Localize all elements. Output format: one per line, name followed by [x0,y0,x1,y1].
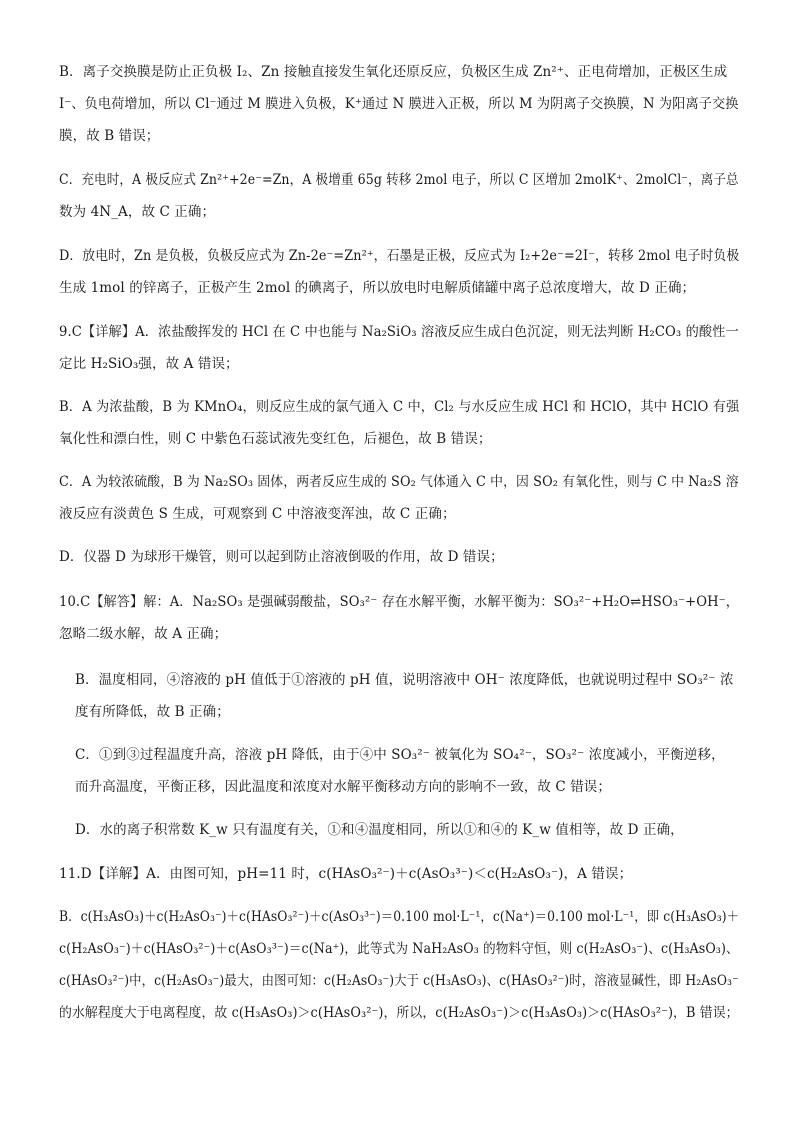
text-line: 而升高温度，平衡正移，因此温度和浓度对水解平衡移动方向的影响不一致，故 C 错误； [75,779,612,795]
text-line: C．A 为较浓硫酸，B 为 Na₂SO₃ 固体，两者反应生成的 SO₂ 气体通入 C 中，因 SO₂ 有氧化性，则与 C 中 Na₂S 溶 [59,474,739,490]
paragraph-10b [75,664,739,728]
text-line: 数为 4N_A，故 C 正确； [59,204,216,220]
text-line: D．水的离子积常数 K_w 只有温度有关，①和④温度相同，所以①和④的 K_w 值相等，故 D 正确， [75,822,684,838]
paragraph-11b [59,901,739,1029]
text-line: 忽略二级水解，故 A 正确； [59,626,228,642]
paragraph-9a [59,316,739,380]
text-line: D．仪器 D 为球形干燥管，则可以起到防止溶液倒吸的作用，故 D 错误； [59,549,504,565]
paragraph-10c [75,739,739,803]
text-line: D．放电时，Zn 是负极，负极反应式为 Zn-2e⁻=Zn²⁺，石墨是正极，反应式为 I₂+2e⁻=2I⁻，转移 2mol 电子时负极 [59,248,740,264]
text-line: 定比 H₂SiO₃强，故 A 错误； [59,356,239,372]
text-line: c(H₂AsO₃⁻)＋c(HAsO₃²⁻)＋c(AsO₃³⁻)＝c(Na⁺)，此等式为 NaH₂AsO₃ 的物料守恒，则 c(H₂AsO₃⁻)、c(H₃AsO₃)、 [59,941,739,957]
text-line: 9.C【详解】A．浓盐酸挥发的 HCl 在 C 中也能与 Na₂SiO₃ 溶液反应生成白色沉淀，则无法判断 H₂CO₃ 的酸性一 [59,324,739,340]
paragraph-9c [59,466,739,530]
text-line: 度有所降低，故 B 正确； [75,704,230,720]
paragraph-8d [59,240,739,304]
text-line: 11.D【详解】A．由图可知，pH=11 时，c(HAsO₃²⁻)＋c(AsO₃³⁻)＜c(H₂AsO₃⁻)，A 错误； [59,866,633,882]
text-line: B．A 为浓盐酸，B 为 KMnO₄，则反应生成的氯气通入 C 中，Cl₂ 与水反应生成 HCl 和 HClO，其中 HClO 有强 [59,399,740,415]
text-line: c(HAsO₃²⁻)中，c(H₂AsO₃⁻)最大，由图可知：c(H₂AsO₃⁻)大于 c(H₃AsO₃)、c(HAsO₃²⁻)时，溶液显碱性，即 H₂AsO₃⁻ [59,973,739,989]
text-line: 膜，故 B 错误； [59,128,160,144]
paragraph-9b [59,391,739,455]
paragraph-10a [59,586,739,650]
text-line: 氧化性和漂白性，则 C 中紫色石蕊试液先变红色，后褪色，故 B 错误； [59,431,492,447]
text-line: C．①到③过程温度升高，溶液 pH 降低，由于④中 SO₃²⁻ 被氧化为 SO₄²⁻，SO₃²⁻ 浓度减小，平衡逆移， [75,747,725,763]
paragraph-8c [59,164,739,228]
text-line: 液反应有淡黄色 S 生成，可观察到 C 中溶液变浑浊，故 C 正确； [59,506,456,522]
paragraph-10d [75,814,739,846]
text-line: 10.C【解答】解：A．Na₂SO₃ 是强碱弱酸盐，SO₃²⁻ 存在水解平衡，水解平衡为：SO₃²⁻+H₂O⇌HSO₃⁻+OH⁻， [59,594,739,610]
paragraph-9d [59,541,739,573]
text-line: 生成 1mol 的锌离子，正极产生 2mol 的碘离子，所以放电时电解质储罐中离子总浓度增大，故 D 正确； [59,280,696,296]
paragraph-8b [59,56,739,152]
text-line: B．c(H₃AsO₃)＋c(H₂AsO₃⁻)＋c(HAsO₃²⁻)＋c(AsO₃³⁻)＝0.100 mol·L⁻¹，c(Na⁺)＝0.100 mol·L⁻¹，即 c(H₃AsO₃)＋ [59,909,740,925]
text-line: 的水解程度大于电离程度，故 c(H₃AsO₃)＞c(HAsO₃²⁻)，所以，c(H₂AsO₃⁻)＞c(H₃AsO₃)＞c(HAsO₃²⁻)，B 错误； [59,1005,739,1021]
text-line: I⁻、负电荷增加，所以 Cl⁻通过 M 膜进入负极，K⁺通过 N 膜进入正极，所以 M 为阴离子交换膜，N 为阳离子交换 [59,96,739,112]
text-line: B．离子交换膜是防止正负极 I₂、Zn 接触直接发生氧化还原反应，负极区生成 Zn²⁺、正电荷增加，正极区生成 [59,64,728,80]
paragraph-11a [59,858,739,890]
text-line: C．充电时，A 极反应式 Zn²⁺+2e⁻=Zn，A 极增重 65g 转移 2mol 电子，所以 C 区增加 2molK⁺、2molCl⁻，离子总 [59,172,739,188]
text-line: B．温度相同，④溶液的 pH 值低于①溶液的 pH 值，说明溶液中 OH⁻ 浓度降低，也就说明过程中 SO₃²⁻ 浓 [75,672,734,688]
